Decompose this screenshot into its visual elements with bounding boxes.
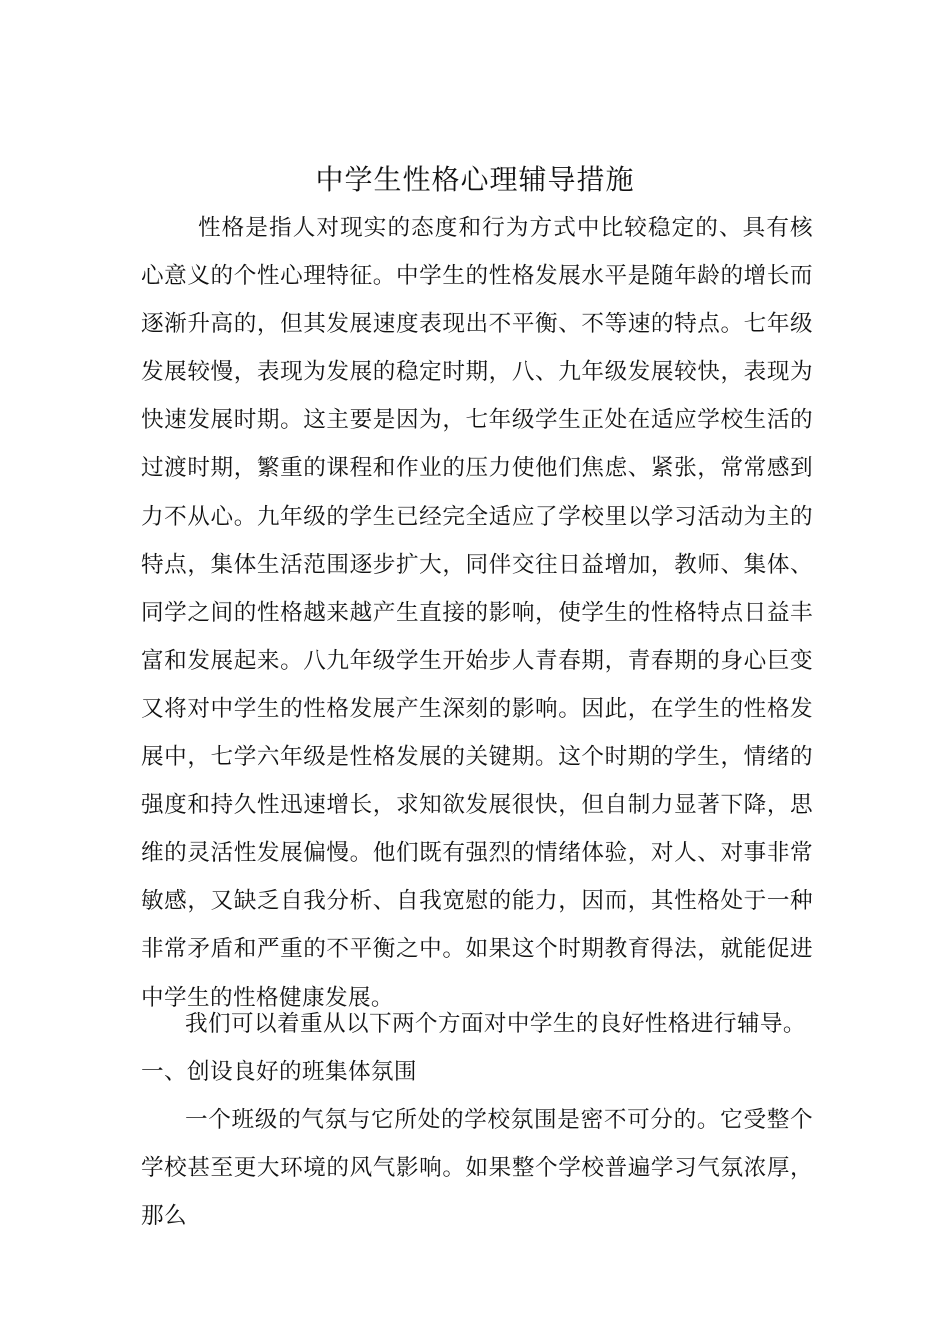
paragraph-overview: 我们可以着重从以下两个方面对中学生的良好性格进行辅导。: [185, 1011, 806, 1037]
document-title: 中学生性格心理辅导措施: [315, 163, 635, 196]
section-heading-1: 一、创设良好的班集体氛围: [141, 1059, 417, 1085]
paragraph-intro: 性格是指人对现实的态度和行为方式中比较稳定的、具有核心意义的个性心理特征。中学生的性格发展水平是随年龄的增长而逐渐升高的，但其发展速度表现出不平衡、不等速的特点。七年级发展较慢，表现为发展的稳定时期，八、九年级发展较快，表现为快速发展时期。这主要是因为，七年级学生正处在适应学校生活的过渡时期，繁重的课程和作业的压力使他们焦虑、紧张，常常感到力不从心。九年级的学生已经完全适应了学校里以学习活动为主的特点，集体生活范围逐步扩大，同伴交往日益增加，教师、集体、同学之间的性格越来越产生直接的影响，使学生的性格特点日益丰富和发展起来。八九年级学生开始步人青春期，青春期的身心巨变又将对中学生的性格发展产生深刻的影响。因此，在学生的性格发展中，七学六年级是性格发展的关键期。这个时期的学生，情绪的强度和持久性迅速增长，求知欲发展很快，但自制力显著下降，思维的灵活性发展偏慢。他们既有强烈的情绪体验，对人、对事非常敏感，又缺乏自我分析、自我宽慰的能力，因而，其性格处于一种非常矛盾和严重的不平衡之中。如果这个时期教育得法，就能促进中学生的性格健康发展。: [141, 215, 813, 1011]
paragraph-section-1: 一个班级的气氛与它所处的学校氛围是密不可分的。它受整个学校甚至更大环境的风气影响。如果整个学校普遍学习气氛浓厚，那么: [141, 1107, 813, 1230]
